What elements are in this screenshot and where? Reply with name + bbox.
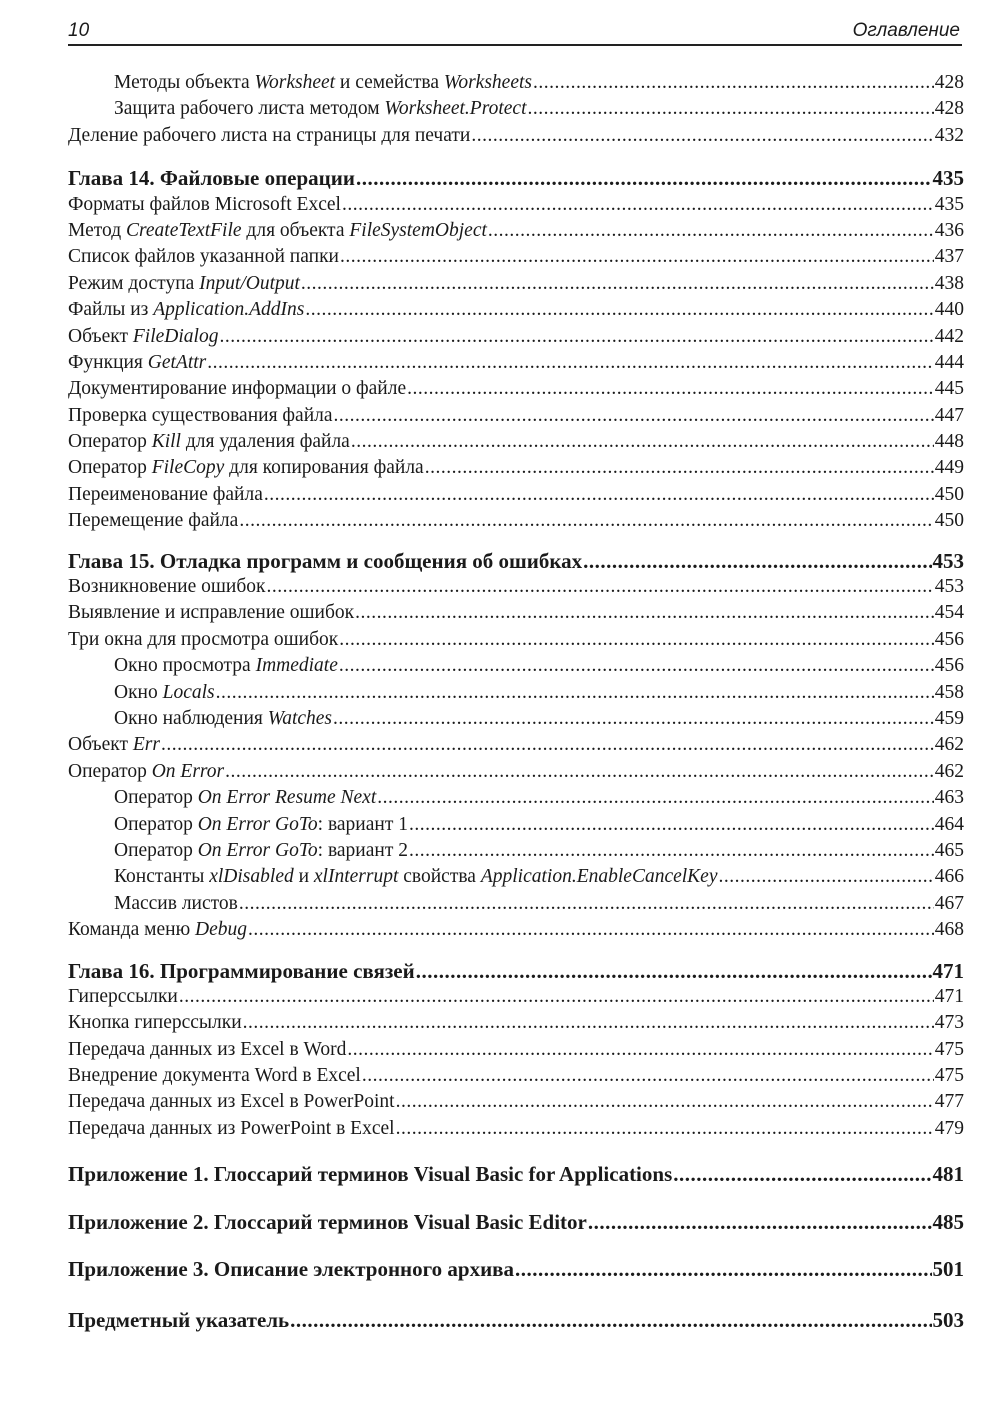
toc-entry-title [68,627,338,653]
toc-title-italic-part: Worksheet.Protect [384,98,527,120]
toc-title-part: Деление рабочего листа на страницы для печати [68,124,471,146]
dot-leader [409,812,934,838]
dot-leader [290,1307,931,1333]
toc-entry[interactable] [68,1063,964,1089]
toc-page-number: 450 [934,483,964,505]
toc-page-number: 449 [934,457,964,479]
dot-leader [673,1161,931,1187]
toc-entry-title [68,192,341,218]
dot-leader [347,1037,933,1063]
toc-page-number: 471 [932,958,964,983]
toc-entry[interactable] [68,759,964,785]
section-gap [68,1142,964,1161]
toc-chapter-entry[interactable] [68,165,964,191]
toc-entry-title [68,1010,242,1036]
dot-leader [396,1116,934,1142]
toc-title-italic-part: Debug [195,919,248,941]
toc-entry-title [68,429,350,455]
toc-entry[interactable] [68,984,964,1010]
toc-title-part: Защита рабочего листа методом [114,98,385,120]
toc-page-number: 453 [932,548,964,573]
dot-leader [301,271,934,297]
dot-leader [207,350,933,376]
toc-entry[interactable] [68,706,964,732]
toc-entry[interactable] [68,785,964,811]
toc-title-italic-part: On Error GoTo [197,839,318,861]
toc-entry[interactable] [68,838,964,864]
dot-leader [248,917,934,943]
toc-title-part: Метод [68,219,126,241]
section-gap [68,944,964,958]
toc-entry[interactable] [68,653,964,679]
toc-entry[interactable] [68,1010,964,1036]
toc-title-part: Выявление и исправление ошибок [68,602,355,624]
dot-leader [416,958,932,984]
toc-title-part: Приложение 1. Глоссарий терминов Visual Basic for Applications [68,1162,673,1187]
toc-entry[interactable] [68,600,964,626]
toc-title-italic-part: Worksheet [254,72,336,93]
toc-title-part: Оператор [114,813,198,835]
dot-leader [339,653,934,679]
dot-leader [409,838,934,864]
toc-entry-title [68,297,304,323]
toc-entry-title [68,403,333,429]
toc-page-number: 447 [934,404,964,426]
toc-title-part: и [293,866,314,888]
toc-entry[interactable] [68,917,964,943]
toc-entry[interactable] [68,1116,964,1142]
toc-entry[interactable] [68,271,964,297]
toc-title-italic-part: Immediate [255,655,338,677]
toc-title-part: свойства [398,866,481,888]
toc-title-part: Возникновение ошибок [68,576,266,598]
toc-page-number: 501 [932,1257,964,1282]
running-title: Оглавление [852,20,960,41]
toc-title-part: Оператор [68,431,152,453]
toc-title-italic-part: On Error GoTo [197,813,318,835]
toc-entry-title [114,891,238,917]
toc-entry[interactable] [68,324,964,350]
toc-title-part: Оператор [68,760,152,782]
toc-entry[interactable] [68,680,964,706]
table-of-contents [68,70,964,1334]
dot-leader [161,732,934,758]
dot-leader [225,759,934,785]
toc-entry[interactable] [68,864,964,890]
toc-entry-title [68,508,238,534]
dot-leader [216,680,934,706]
toc-entry-title [68,271,300,297]
toc-title-part: Объект [68,325,133,347]
toc-entry-title [68,350,206,376]
toc-page-number: 466 [934,866,964,888]
running-header [68,18,962,46]
toc-title-part: Приложение 2. Глоссарий терминов Visual Basic Editor [68,1209,587,1234]
toc-entry[interactable] [68,244,964,270]
toc-entry-title [68,218,487,244]
dot-leader [425,455,934,481]
dot-leader [219,324,933,350]
toc-entry[interactable] [68,70,964,96]
dot-leader [407,376,934,402]
dot-leader [588,1209,932,1235]
toc-entry[interactable] [68,455,964,481]
toc-entry[interactable] [68,96,964,122]
dot-leader [719,864,934,890]
toc-title-part: Приложение 3. Описание электронного архива [68,1257,515,1282]
toc-title-italic-part: Worksheets [443,72,532,93]
toc-chapter-entry[interactable] [68,1307,964,1333]
toc-title-part: Глава 15. Отладка программ и сообщения об ошибках [68,548,583,573]
toc-entry-title [68,1116,395,1142]
toc-title-italic-part: xlInterrupt [313,866,399,888]
toc-title-italic-part: Watches [267,707,333,729]
toc-chapter-entry[interactable] [68,958,964,984]
toc-title-italic-part: Application.AddIns [153,299,305,321]
toc-title-part: и семейства [335,72,444,93]
dot-leader [355,600,934,626]
dot-leader [396,1089,934,1115]
toc-title-part: Константы [114,866,210,888]
toc-entry[interactable] [68,350,964,376]
toc-entry[interactable] [68,627,964,653]
toc-page-number: 458 [934,681,964,703]
toc-entry[interactable] [68,508,964,534]
toc-title-italic-part: CreateTextFile [126,219,242,241]
toc-page-number: 467 [934,892,964,914]
toc-page-number: 464 [934,813,964,835]
toc-entry-title [68,548,582,574]
toc-page-number: 462 [934,734,964,756]
toc-entry-title [68,455,424,481]
toc-title-part: Окно [114,681,163,703]
dot-leader [351,429,934,455]
toc-page-number: 435 [934,193,964,215]
toc-entry-title [68,1089,395,1115]
toc-entry[interactable] [68,218,964,244]
toc-entry-title [68,732,160,758]
toc-entry-title [114,653,338,679]
toc-page-number: 428 [934,72,964,93]
toc-page-number: 481 [932,1162,964,1187]
toc-entry-title [114,812,408,838]
dot-leader [515,1256,931,1282]
toc-title-italic-part: FileSystemObject [349,219,487,241]
toc-entry[interactable] [68,192,964,218]
toc-entry-title [68,1209,587,1235]
toc-page-number: 444 [934,351,964,373]
toc-entry[interactable] [68,812,964,838]
toc-entry[interactable] [68,429,964,455]
toc-entry-title [68,958,415,984]
toc-entry[interactable] [68,482,964,508]
toc-title-part: Гиперссылки [68,985,178,1007]
toc-page-number: 437 [934,246,964,268]
toc-title-part: : вариант 2 [317,839,408,861]
toc-title-part: Оператор [114,787,198,809]
toc-page-number: 442 [934,325,964,347]
dot-leader [239,508,933,534]
toc-title-italic-part: Locals [162,681,215,703]
toc-title-italic-part: On Error [151,760,225,782]
toc-title-part: Перемещение файла [68,510,239,532]
toc-entry-title [68,1037,346,1063]
section-gap [68,149,964,165]
toc-title-part: Функция [68,351,148,373]
toc-title-part: Переименование файла [68,483,263,505]
toc-entry-title [68,759,224,785]
toc-title-part: Передача данных из Excel в Word [68,1038,347,1060]
toc-title-italic-part: On Error Resume Next [197,787,377,809]
toc-page-number: 438 [934,272,964,294]
toc-page-number: 477 [934,1091,964,1113]
toc-entry[interactable] [68,376,964,402]
dot-leader [583,548,931,574]
toc-chapter-entry[interactable] [68,1161,964,1187]
toc-title-part: Глава 16. Программирование связей [68,958,415,983]
toc-entry[interactable] [68,574,964,600]
toc-chapter-entry[interactable] [68,1209,964,1235]
section-gap [68,1282,964,1307]
toc-page-number: 453 [934,576,964,598]
toc-title-part: Режим доступа [68,272,200,294]
toc-page-number: 456 [934,655,964,677]
toc-entry-title [114,838,408,864]
page-number: 10 [68,20,90,41]
toc-title-part: Команда меню [68,919,196,941]
dot-leader [377,785,933,811]
toc-title-italic-part: Err [132,734,160,756]
toc-title-part: Передача данных из Excel в PowerPoint [68,1091,395,1113]
toc-page-number: 503 [932,1308,964,1333]
dot-leader [527,96,933,122]
dot-leader [333,706,934,732]
toc-page-number: 448 [934,431,964,453]
toc-entry-title [68,1063,361,1089]
toc-entry-title [114,706,332,732]
toc-page-number: 456 [934,628,964,650]
toc-entry-title [114,96,526,122]
toc-title-part: Файлы из [68,299,154,321]
toc-title-part: Внедрение документа Word в Excel [68,1065,361,1087]
toc-title-part: Объект [68,734,133,756]
dot-leader [533,70,934,96]
dot-leader [362,1063,934,1089]
toc-title-part: Окно просмотра [114,655,256,677]
toc-entry[interactable] [68,1037,964,1063]
section-gap [68,1188,964,1209]
toc-title-italic-part: Application.EnableCancelKey [480,866,718,888]
toc-page-number: 479 [934,1117,964,1139]
toc-title-part: Форматы файлов Microsoft Excel [68,193,341,215]
toc-title-part: для копирования файла [224,457,424,479]
toc-entry-title [68,165,355,191]
toc-page-number: 471 [934,985,964,1007]
toc-title-part: Проверка существования файла [68,404,333,426]
toc-title-part: Передача данных из PowerPoint в Excel [68,1117,395,1139]
toc-page-number: 435 [932,166,964,191]
toc-title-italic-part: Input/Output [199,272,300,294]
toc-title-part: Документирование информации о файле [68,378,407,400]
section-gap [68,1235,964,1256]
toc-entry[interactable] [68,123,964,149]
dot-leader [239,891,934,917]
toc-title-italic-part: xlDisabled [209,866,294,888]
toc-title-part: Предметный указатель [68,1308,290,1333]
toc-entry-title [68,984,178,1010]
toc-entry-title [68,1256,514,1282]
toc-page-number: 463 [934,787,964,809]
toc-page-number: 445 [934,378,964,400]
toc-entry-title [68,600,354,626]
toc-entry-title [68,244,339,270]
toc-entry-title [114,864,718,890]
toc-title-italic-part: GetAttr [147,351,207,373]
section-gap [68,535,964,548]
toc-title-part: Методы объекта [114,72,255,93]
toc-title-part: Окно наблюдения [114,707,268,729]
toc-entry-title [68,324,218,350]
dot-leader [305,297,933,323]
toc-page-number: 459 [934,707,964,729]
dot-leader [340,244,934,270]
toc-page-number: 454 [934,602,964,624]
toc-entry[interactable] [68,403,964,429]
toc-title-part: Оператор [68,457,152,479]
dot-leader [243,1010,934,1036]
toc-title-part: Список файлов указанной папки [68,246,339,268]
toc-entry-title [68,1161,672,1187]
toc-entry-title [68,574,266,600]
toc-page-number: 450 [934,510,964,532]
toc-page-number: 473 [934,1012,964,1034]
dot-leader [488,218,934,244]
toc-page-number: 440 [934,299,964,321]
toc-page-number: 465 [934,839,964,861]
toc-page-number: 485 [932,1209,964,1234]
toc-entry[interactable] [68,297,964,323]
toc-title-part: для удаления файла [180,431,350,453]
toc-title-italic-part: FileCopy [151,457,225,479]
toc-page-number: 462 [934,760,964,782]
dot-leader [356,165,932,191]
toc-title-part: для объекта [241,219,350,241]
toc-page-number: 475 [934,1038,964,1060]
dot-leader [179,984,934,1010]
toc-title-italic-part: Kill [151,431,181,453]
toc-page-number: 475 [934,1065,964,1087]
toc-page-number: 428 [934,98,964,120]
toc-entry-title [68,482,263,508]
toc-title-part: : вариант 1 [317,813,408,835]
toc-page-number: 436 [934,219,964,241]
toc-title-part: Три окна для просмотра ошибок [68,628,339,650]
toc-title-part: Оператор [114,839,198,861]
toc-entry-title [114,70,532,96]
toc-entry-title [114,680,215,706]
dot-leader [342,192,934,218]
toc-page-number: 432 [934,124,964,146]
toc-chapter-entry[interactable] [68,548,964,574]
dot-leader [339,627,934,653]
toc-entry-title [68,376,406,402]
toc-title-italic-part: FileDialog [132,325,219,347]
toc-title-part: Массив листов [114,892,238,914]
dot-leader [471,123,933,149]
dot-leader [267,574,934,600]
toc-entry[interactable] [68,1089,964,1115]
toc-page-number: 468 [934,919,964,941]
toc-entry-title [114,785,376,811]
toc-entry-title [68,123,470,149]
toc-chapter-entry[interactable] [68,1256,964,1282]
toc-entry-title [68,917,247,943]
toc-entry-title [68,1307,289,1333]
toc-entry[interactable] [68,891,964,917]
dot-leader [334,403,934,429]
toc-title-part: Глава 14. Файловые операции [68,166,355,191]
toc-entry[interactable] [68,732,964,758]
toc-title-part: Кнопка гиперссылки [68,1012,242,1034]
dot-leader [264,482,934,508]
